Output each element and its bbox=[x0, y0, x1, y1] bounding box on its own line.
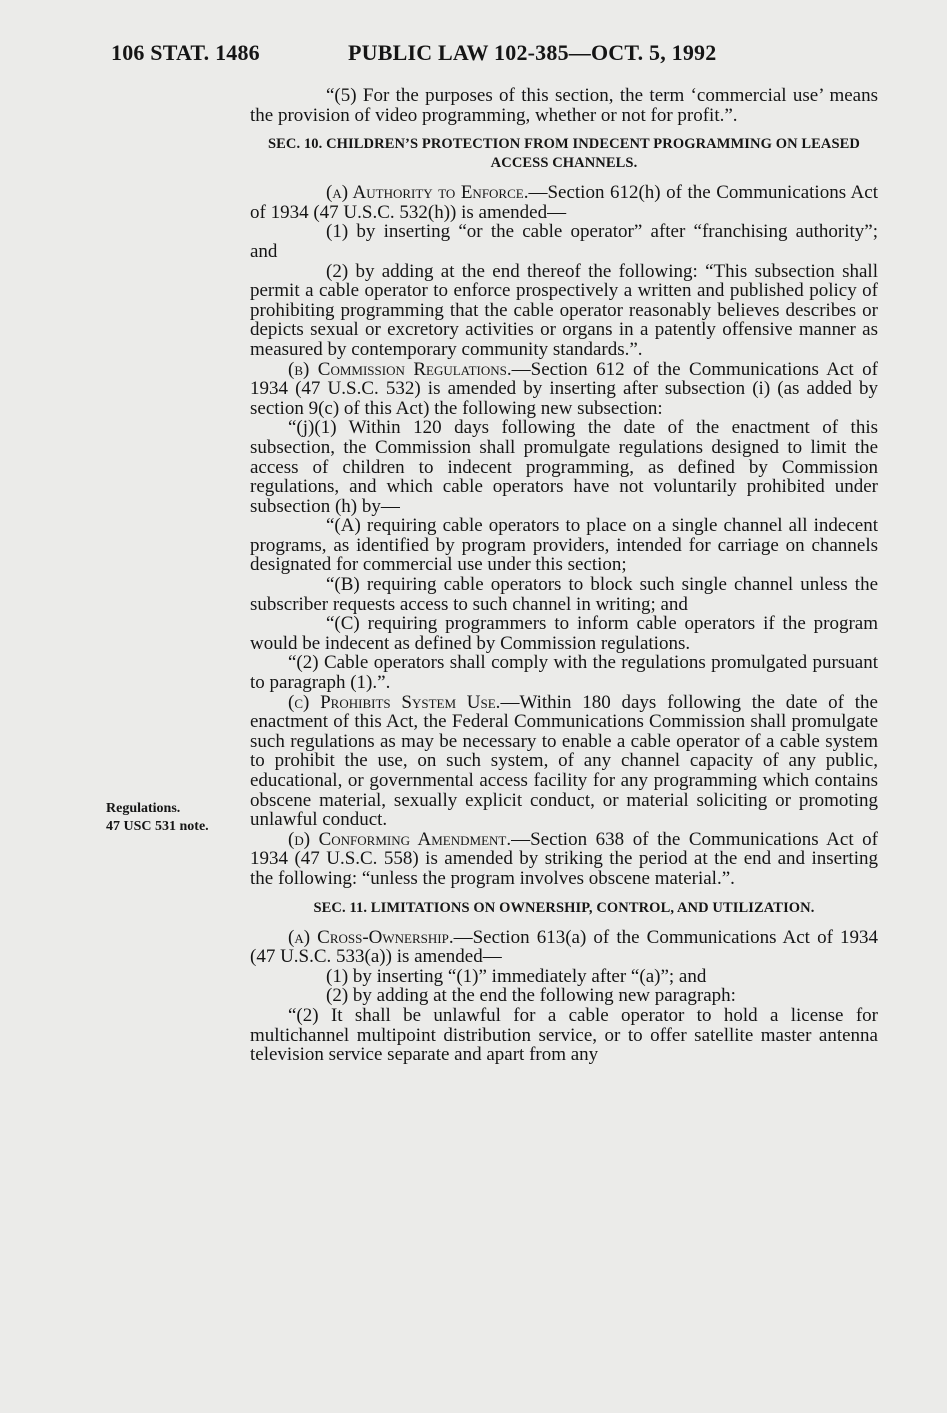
subsection-c-heading: (c) Prohibits System Use. bbox=[288, 691, 501, 713]
margin-note-regulations: Regulations. bbox=[106, 801, 181, 816]
subsection-c bbox=[250, 693, 878, 830]
cross-ownership-1: (1) by inserting “(1)” immediately after “(a)”; and bbox=[326, 965, 707, 987]
subsection-d-text: —Section 638 of the Communications Act of 1934 (47 U.S.C. 558) is amended by striking the period at the end and inserting the following: “unless the program involves obscene material.”. bbox=[250, 828, 878, 889]
subsection-a bbox=[250, 183, 878, 222]
document-body bbox=[250, 86, 878, 1065]
subsection-cross-ownership-text: —Section 613(a) of the Communications Act of 1934 (47 U.S.C. 533(a)) is amended— bbox=[250, 926, 879, 968]
subsection-cross-ownership bbox=[250, 928, 878, 967]
margin-notes bbox=[106, 800, 209, 836]
new-subsection-j-1: “(j)(1) Within 120 days following the date of the enactment of this subsection, the Commission shall promulgate regulations designed to limit the access of children to indecent programming, as defined by Commission regulations, and which cable operators have not voluntarily prohibited under subsection (h) by— bbox=[250, 417, 878, 517]
subsection-b-heading: (b) Commission Regulations. bbox=[288, 358, 512, 380]
section-10-heading: SEC. 10. CHILDREN’S PROTECTION FROM INDECENT PROGRAMMING ON LEASED ACCESS CHANNELS. bbox=[267, 136, 861, 172]
subsection-c-text: —Within 180 days following the date of the enactment of this Act, the Federal Communications Commission shall promulgate such regulations as may be necessary to enable a cable operator of a cable system to prohibit the use, on such system, of any channel capacity of any public, educational, or governmental access facility for any programming which contains obscene material, sexually explicit conduct, or material soliciting or promoting unlawful conduct. bbox=[250, 691, 878, 831]
running-header: PUBLIC LAW 102-385—OCT. 5, 1992 bbox=[348, 40, 717, 65]
subsection-a-heading: (a) Authority to Enforce. bbox=[326, 182, 529, 204]
cross-ownership-2: (2) by adding at the end the following new paragraph: bbox=[326, 985, 736, 1007]
subsection-a-2: (2) by adding at the end thereof the following: “This subsection shall permit a cable operator to enforce prospectively a written and published policy of prohibiting programming that the cable operator reasonably believes describes or depicts sexual or excretory activities or organs in a patently offensive manner as measured by contemporary community standards.”. bbox=[250, 260, 878, 360]
margin-note-usc: 47 USC 531 note. bbox=[106, 819, 209, 834]
subsection-a-text: —Section 612(h) of the Communications Act of 1934 (47 U.S.C. 532(h)) is amended— bbox=[250, 182, 878, 223]
subsection-d bbox=[250, 830, 878, 889]
cross-ownership-new-paragraph: “(2) It shall be unlawful for a cable operator to hold a license for multichannel multipoint distribution service, or to offer satellite master antenna television service separate and apart from any bbox=[250, 1004, 878, 1066]
subsection-b-text: —Section 612 of the Communications Act of 1934 (47 U.S.C. 532) is amended by inserting after subsection (i) (as added by section 9(c) of this Act) the following new subsection: bbox=[250, 358, 878, 419]
subsection-b bbox=[250, 360, 878, 419]
subsection-d-heading: (d) Conforming Amendment. bbox=[288, 828, 512, 850]
new-subsection-j-A: “(A) requiring cable operators to place on a single channel all indecent programs, as identified by program providers, intended for carriage on channels designated for commercial use under this section; bbox=[250, 515, 878, 576]
new-subsection-j-B: “(B) requiring cable operators to block such single channel unless the subscriber requests access to such channel in writing; and bbox=[250, 574, 878, 615]
paragraph-commercial-use: “(5) For the purposes of this section, the term ‘commercial use’ means the provision of video programming, whether or not for profit.”. bbox=[250, 85, 878, 126]
new-subsection-j-C: “(C) requiring programmers to inform cable operators if the program would be indecent as defined by Commission regulations. bbox=[250, 613, 878, 654]
new-subsection-j-2: “(2) Cable operators shall comply with the regulations promulgated pursuant to paragraph (1).”. bbox=[250, 652, 878, 694]
subsection-cross-ownership-heading: (a) Cross-Ownership. bbox=[288, 926, 454, 948]
section-11-heading: SEC. 11. LIMITATIONS ON OWNERSHIP, CONTROL, AND UTILIZATION. bbox=[313, 899, 815, 916]
page-citation: 106 STAT. 1486 bbox=[111, 40, 260, 65]
subsection-a-1: (1) by inserting “or the cable operator” after “franchising authority”; and bbox=[250, 221, 878, 262]
